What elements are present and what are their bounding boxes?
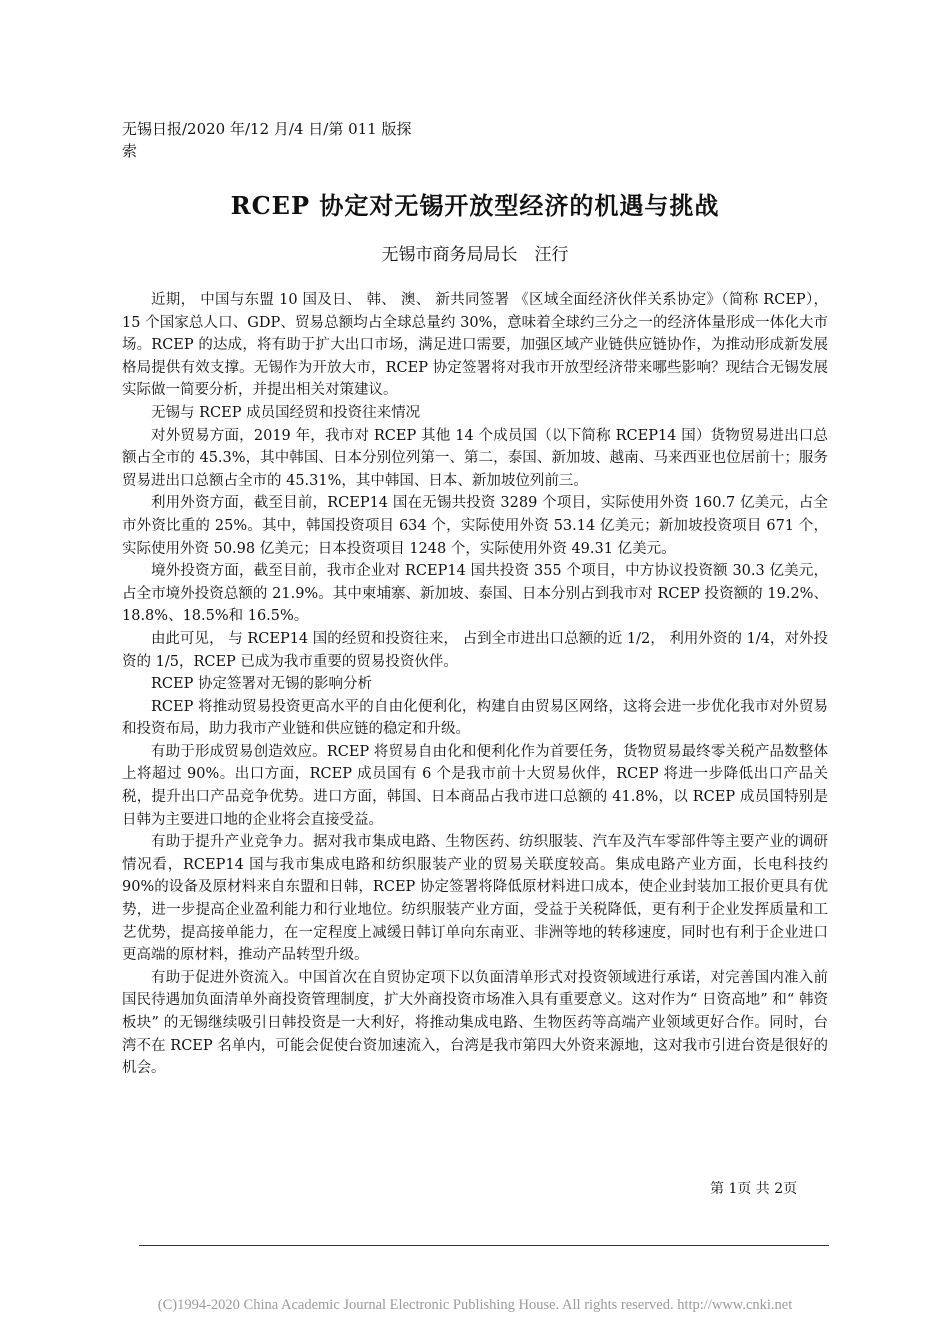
paragraph: 有助于提升产业竞争力。据对我市集成电路、生物医药、纺织服装、汽车及汽车零部件等主要产业的调研情况看，RCEP14 国与我市集成电路和纺织服装产业的贸易关联度较高。集成电路产业方面，长电科技约 90%的设备及原材料来自东盟和日韩，RCEP 协定签署将降低原材料进口成本，使企业封装加工报价更具有优势，进一步提高企业盈利能力和行业地位。纺织服装产业方面，受益于关税降低，更有利于企业发挥质量和工艺优势，提高接单能力，在一定程度上减缓日韩订单向东南亚、非洲等地的转移速度，同时也有利于企业进口更高端的原材料，推动产品转型升级。 (122, 834, 828, 964)
source-line: 无锡日报/2020 年/12 月/4 日/第 011 版探索 (122, 120, 412, 160)
paragraph: 由此可见， 与 RCEP14 国的经贸和投资往来， 占到全市进出口总额的近 1/2， 利用外资的 1/4，对外投资的 1/5，RCEP 已成为我市重要的贸易投资伙伴。 (122, 630, 828, 670)
paragraph: 有助于促进外资流入。中国首次在自贸协定项下以负面清单形式对投资领域进行承诺，对完善国内准入前国民待遇加负面清单外商投资管理制度，扩大外商投资市场准入具有重要意义。这对作为“ 日资高地” 和“ 韩资板块” 的无锡继续吸引日韩投资是一大利好，将推动集成电路、生物医药等高端产业领域更好合作。同时，台湾不在 RCEP 名单内，可能会促使台资加速流入，台湾是我市第四大外资来源地，这对我市引进台资是很好的机会。 (122, 969, 828, 1077)
copyright-footer: (C)1994-2020 China Academic Journal Electronic Publishing House. All rights reserved. http://www.cnki.net (157, 1297, 793, 1313)
paragraph: 近期， 中国与东盟 10 国及日、 韩、 澳、 新共同签署 《区域全面经济伙伴关系协定》（简称 RCEP），15 个国家总人口、GDP、贸易总额均占全球总量约 30%，意味着全球约三分之一的经济体量形成一体化大市场。RCEP 的达成，将有助于扩大出口市场，满足进口需要，加强区域产业链供应链协作，为推动形成新发展格局提供有效支撑。无锡作为开放大市，RCEP 协定签署将对我市开放型经济带来哪些影响？现结合无锡发展实际做一简要分析，并提出相关对策建议。 (122, 292, 828, 399)
article-author: 无锡市商务局局长 汪行 (381, 245, 569, 265)
paragraph: RCEP 将推动贸易投资更高水平的自由化便利化，构建自由贸易区网络，这将会进一步优化我市对外贸易和投资布局，助力我市产业链和供应链的稳定和升级。 (122, 698, 828, 738)
paragraph: 境外投资方面，截至目前，我市企业对 RCEP14 国共投资 355 个项目，中方协议投资额 30.3 亿美元，占全市境外投资总额的 21.9%。其中柬埔寨、新加坡、泰国、日本分别占到我市对 RCEP 投资额的 19.2%、18.8%、18.5%和 16.5%。 (122, 563, 828, 625)
paragraph: 利用外资方面，截至目前，RCEP14 国在无锡共投资 3289 个项目，实际使用外资 160.7 亿美元，占全市外资比重的 25%。其中，韩国投资项目 634 个，实际使用外资 53.14 亿美元；新加坡投资项目 671 个，实际使用外资 50.98 亿美元；日本投资项目 1248 个，实际使用外资 49.31 亿美元。 (122, 495, 828, 557)
section-heading: 无锡与 RCEP 成员国经贸和投资往来情况 (151, 404, 421, 421)
paragraph: 对外贸易方面，2019 年，我市对 RCEP 其他 14 个成员国（以下简称 RCEP14 国）货物贸易进出口总额占全市的 45.3%，其中韩国、日本分别位列第一、第二，泰国、新加坡、越南、马来西亚也位居前十；服务贸易进出口总额占全市的 45.31%，其中韩国、日本、新加坡位列前三。 (122, 427, 828, 489)
footer-divider (139, 1245, 829, 1246)
paragraph: 有助于形成贸易创造效应。RCEP 将贸易自由化和便利化作为首要任务，货物贸易最终零关税产品数整体上将超过 90%。出口方面，RCEP 成员国有 6 个是我市前十大贸易伙伴，RCEP 将进一步降低出口产品关税，提升出口产品竞争优势。进口方面，韩国、日本商品占我市进口总额的 41.8%，以 RCEP 成员国特别是日韩为主要进口地的企业将会直接受益。 (122, 743, 828, 828)
section-heading: RCEP 协定签署对无锡的影响分析 (151, 676, 372, 693)
article-title: RCEP 协定对无锡开放型经济的机遇与挑战 (230, 191, 720, 220)
page-number: 第 1页 共 2页 (710, 1181, 798, 1197)
article-body (122, 289, 828, 1080)
